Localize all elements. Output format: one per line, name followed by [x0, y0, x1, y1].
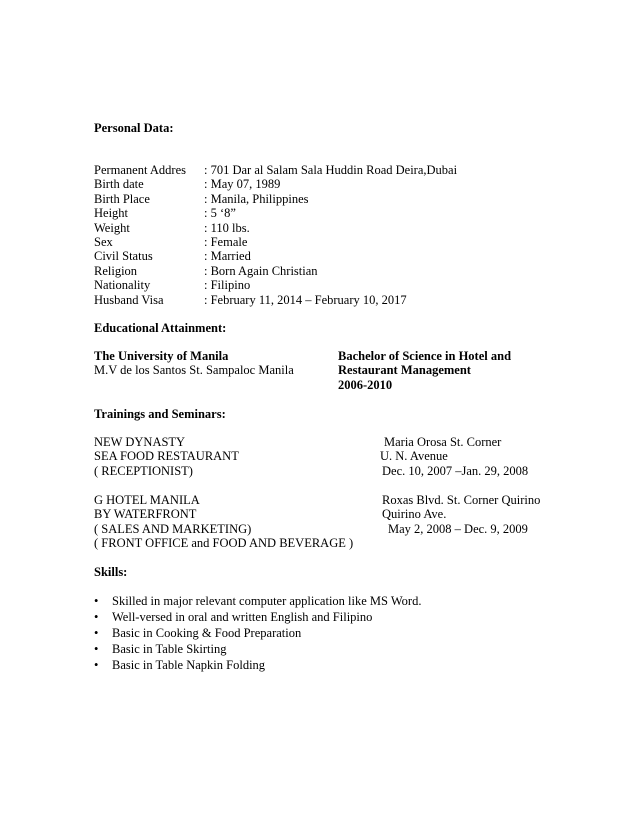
field-label: Nationality — [94, 278, 151, 293]
field-value: : Filipino — [204, 278, 251, 293]
skill-text: Basic in Table Skirting — [112, 642, 227, 656]
field-value: : 110 lbs. — [204, 220, 250, 235]
training-employer — [94, 493, 353, 551]
degree-info — [338, 349, 511, 392]
field-label: Sex — [94, 235, 113, 249]
training-location — [380, 435, 528, 478]
field-value: : Female — [204, 235, 248, 249]
bullet-icon: • — [94, 642, 99, 656]
skill-item — [94, 626, 421, 642]
skill-item — [94, 658, 421, 674]
field-value: : 5 ‘8” — [204, 206, 236, 221]
field-value: : Born Again Christian — [204, 263, 318, 278]
field-value: : Manila, Philippines — [204, 191, 309, 206]
degree-years: 2006-2010 — [338, 377, 393, 392]
education-heading: Educational Attainment: — [94, 321, 227, 335]
skill-item — [94, 594, 421, 610]
bullet-icon: • — [94, 610, 99, 624]
field-label: Height — [94, 206, 129, 221]
location-line: U. N. Avenue — [380, 449, 448, 464]
location-line: Maria Orosa St. Corner — [384, 435, 502, 449]
date-range: Dec. 10, 2007 –Jan. 29, 2008 — [382, 463, 529, 478]
degree-line-1: Bachelor of Science in Hotel and — [338, 349, 512, 363]
field-label: Birth Place — [94, 191, 150, 206]
employer-line: ( FRONT OFFICE and FOOD AND BEVERAGE ) — [94, 536, 354, 551]
employer-line: NEW DYNASTY — [94, 435, 186, 449]
bullet-icon: • — [94, 658, 99, 672]
degree-line-2: Restaurant Management — [338, 363, 471, 378]
field-label: Weight — [94, 220, 130, 235]
skill-text: Basic in Cooking & Food Preparation — [112, 626, 302, 640]
field-label: Husband Visa — [94, 292, 164, 307]
skill-text: Skilled in major relevant computer application like MS Word. — [112, 594, 422, 608]
employer-line: SEA FOOD RESTAURANT — [94, 449, 239, 464]
field-label: Birth date — [94, 177, 144, 192]
skills-list — [94, 594, 421, 674]
trainings-heading: Trainings and Seminars: — [94, 407, 226, 421]
location-line: Roxas Blvd. St. Corner Quirino — [382, 493, 541, 507]
school-name: The University of Manila — [94, 349, 229, 363]
skill-text: Basic in Table Napkin Folding — [112, 658, 266, 672]
field-value: : 701 Dar al Salam Sala Huddin Road Deira,Dubai — [204, 163, 458, 177]
field-label: Permanent Addres — [94, 163, 186, 177]
field-value: : Married — [204, 249, 251, 264]
field-label: Civil Status — [94, 249, 153, 264]
skills-heading: Skills: — [94, 565, 128, 579]
employer-line: BY WATERFRONT — [94, 507, 197, 522]
training-location — [380, 493, 540, 536]
school-address: M.V de los Santos St. Sampaloc Manila — [94, 363, 294, 378]
skill-item — [94, 610, 421, 626]
date-range: May 2, 2008 – Dec. 9, 2009 — [388, 521, 528, 536]
bullet-icon: • — [94, 594, 99, 608]
field-label: Religion — [94, 263, 138, 278]
bullet-icon: • — [94, 626, 99, 640]
employer-line: ( SALES AND MARKETING) — [94, 521, 252, 536]
training-employer — [94, 435, 239, 478]
school-info — [94, 349, 294, 378]
personal-data-heading: Personal Data: — [94, 121, 174, 135]
skill-item — [94, 642, 421, 658]
field-value: : February 11, 2014 – February 10, 2017 — [204, 292, 407, 307]
skill-text: Well-versed in oral and written English and Filipino — [112, 610, 373, 624]
employer-line: ( RECEPTIONIST) — [94, 463, 193, 478]
location-line: Quirino Ave. — [382, 507, 447, 522]
employer-line: G HOTEL MANILA — [94, 493, 200, 507]
field-value: : May 07, 1989 — [204, 177, 281, 192]
